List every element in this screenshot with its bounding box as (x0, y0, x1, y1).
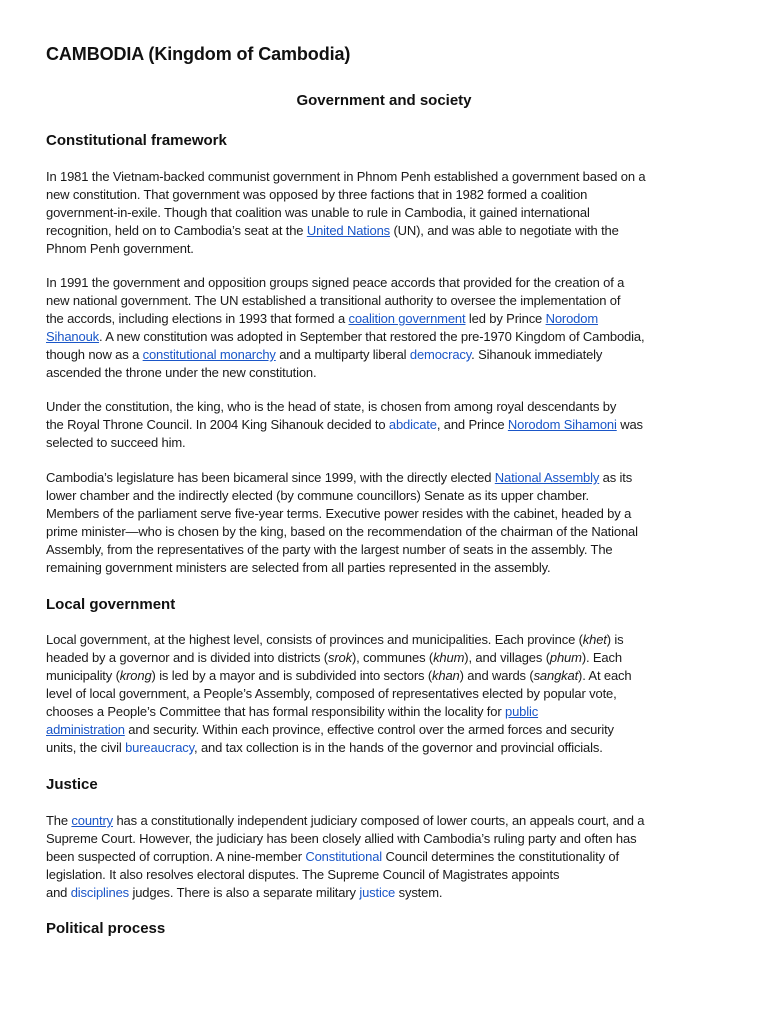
link-norodom-sihanouk[interactable]: Norodom (545, 311, 599, 326)
link-norodom-sihanouk-cont[interactable]: Sihanouk (46, 329, 100, 344)
paragraph-local-government (46, 631, 726, 757)
text-line (46, 310, 726, 328)
text-fragment: as its (599, 470, 633, 485)
term-srok: srok (327, 650, 352, 665)
text-line (46, 739, 726, 757)
text-fragment: recognition, held on to Cambodia’s seat at the (46, 223, 307, 238)
text-fragment: and a multiparty liberal (275, 347, 410, 362)
term-krong: krong (119, 668, 152, 683)
text-line: Members of the parliament serve five-year terms. Executive power resides with the cabinet, headed by a (46, 506, 632, 521)
ref-constitutional[interactable]: Constitutional (305, 849, 383, 864)
link-national-assembly[interactable]: National Assembly (494, 470, 600, 485)
ref-bureaucracy[interactable]: bureaucracy (125, 740, 195, 755)
text-fragment: system. (395, 885, 443, 900)
heading-constitutional-framework: Constitutional framework (46, 132, 227, 149)
paragraph-justice (46, 812, 726, 902)
text-fragment: and security. Within each province, effective control over the armed forces and security (124, 722, 614, 737)
text-fragment: . Sihanouk immediately (471, 347, 603, 362)
ref-democracy[interactable]: democracy (409, 347, 472, 362)
text-line: new constitution. That government was opposed by three factions that in 1982 formed a coalition (46, 187, 588, 202)
text-line (46, 469, 726, 487)
text-line: remaining government ministers are selected from all parties represented in the assembly. (46, 560, 551, 575)
text-fragment: the Royal Throne Council. In 2004 King Sihanouk decided to (46, 417, 389, 432)
text-line: ascended the throne under the new constitution. (46, 365, 317, 380)
section-subtitle: Government and society (296, 92, 472, 109)
paragraph-king-succession (46, 398, 726, 452)
link-public-administration-cont[interactable]: administration (46, 722, 125, 737)
term-khet: khet (582, 632, 607, 647)
text-fragment: and (46, 885, 71, 900)
link-united-nations[interactable]: United Nations (306, 223, 390, 238)
text-fragment: (UN), and was able to negotiate with the (390, 223, 619, 238)
text-fragment: ) is (606, 632, 624, 647)
ref-justice[interactable]: justice (359, 885, 396, 900)
term-phum: phum (549, 650, 582, 665)
text-fragment: ) and wards ( (459, 668, 534, 683)
text-fragment: ), communes ( (351, 650, 434, 665)
text-line: In 1981 the Vietnam-backed communist government in Phnom Penh established a government based on a (46, 169, 646, 184)
text-line (46, 328, 726, 346)
text-line (46, 346, 726, 364)
link-public-administration[interactable]: public (505, 704, 539, 719)
term-khum: khum (433, 650, 465, 665)
link-coalition-government[interactable]: coalition government (348, 311, 466, 326)
text-line (46, 884, 726, 902)
text-fragment: Council determines the constitutionality of (382, 849, 619, 864)
text-line (46, 703, 726, 721)
text-fragment: been suspected of corruption. A nine-member (46, 849, 306, 864)
text-fragment: , and tax collection is in the hands of the governor and provincial officials. (194, 740, 603, 755)
text-line: level of local government, a People’s Assembly, composed of representatives elected by popular vote, (46, 686, 617, 701)
link-country[interactable]: country (71, 813, 114, 828)
text-line (46, 721, 726, 739)
text-fragment: has a constitutionally independent judiciary composed of lower courts, an appeals court, and a (113, 813, 645, 828)
text-line: lower chamber and the indirectly elected (by commune councillors) Senate as its upper chamber. (46, 488, 590, 503)
text-line: government-in-exile. Though that coalition was unable to rule in Cambodia, it gained international (46, 205, 590, 220)
text-fragment: headed by a governor and is divided into districts ( (46, 650, 328, 665)
text-fragment: though now as a (46, 347, 143, 362)
text-line (46, 812, 726, 830)
text-fragment: judges. There is also a separate military (129, 885, 360, 900)
text-line: prime minister—who is chosen by the king, based on the recommendation of the chairman of the National (46, 524, 638, 539)
text-line: legislation. It also resolves electoral disputes. The Supreme Council of Magistrates appoints (46, 867, 560, 882)
text-fragment: ). Each (581, 650, 622, 665)
paragraph-constitution-1981 (46, 168, 726, 258)
text-fragment: led by Prince (465, 311, 546, 326)
text-line (46, 222, 726, 240)
ref-disciplines[interactable]: disciplines (70, 885, 130, 900)
term-khan: khan (432, 668, 460, 683)
text-fragment: . A new constitution was adopted in September that restored the pre-1970 Kingdom of Cambodia, (99, 329, 645, 344)
text-line (46, 416, 726, 434)
heading-political-process: Political process (46, 920, 166, 937)
paragraph-peace-accords-1991 (46, 274, 726, 382)
text-line (46, 848, 726, 866)
text-fragment: ) is led by a mayor and is subdivided into sectors ( (151, 668, 433, 683)
text-fragment: The (46, 813, 72, 828)
text-line: new national government. The UN established a transitional authority to oversee the implementation of (46, 293, 621, 308)
text-fragment: ), and villages ( (464, 650, 550, 665)
document-title: CAMBODIA (Kingdom of Cambodia) (46, 44, 351, 64)
ref-abdicate[interactable]: abdicate (388, 417, 437, 432)
link-norodom-sihamoni[interactable]: Norodom Sihamoni (507, 417, 617, 432)
text-line: In 1991 the government and opposition groups signed peace accords that provided for the creation of a (46, 275, 625, 290)
text-line: Assembly, from the representatives of the party with the largest number of seats in the assembly. The (46, 542, 613, 557)
text-line: Supreme Court. However, the judiciary has been closely allied with Cambodia’s ruling party and often has (46, 831, 637, 846)
text-fragment: chooses a People’s Committee that has formal responsibility within the locality for (46, 704, 505, 719)
text-fragment: ). At each (578, 668, 632, 683)
paragraph-legislature (46, 469, 726, 577)
text-fragment: the accords, including elections in 1993 that formed a (46, 311, 349, 326)
text-line (46, 631, 726, 649)
heading-local-government: Local government (46, 596, 176, 613)
text-fragment: units, the civil (46, 740, 126, 755)
text-line: selected to succeed him. (46, 435, 186, 450)
text-line (46, 667, 726, 685)
text-fragment: municipality ( (46, 668, 120, 683)
text-fragment: , and Prince (436, 417, 508, 432)
text-line (46, 649, 726, 667)
text-fragment: was (616, 417, 643, 432)
text-line: Under the constitution, the king, who is the head of state, is chosen from among royal descendants by (46, 399, 617, 414)
text-fragment: Local government, at the highest level, consists of provinces and municipalities. Each province ( (46, 632, 583, 647)
text-fragment: Cambodia’s legislature has been bicameral since 1999, with the directly elected (46, 470, 495, 485)
link-constitutional-monarchy[interactable]: constitutional monarchy (142, 347, 276, 362)
term-sangkat: sangkat (533, 668, 579, 683)
text-line: Phnom Penh government. (46, 241, 194, 256)
heading-justice: Justice (46, 776, 98, 793)
